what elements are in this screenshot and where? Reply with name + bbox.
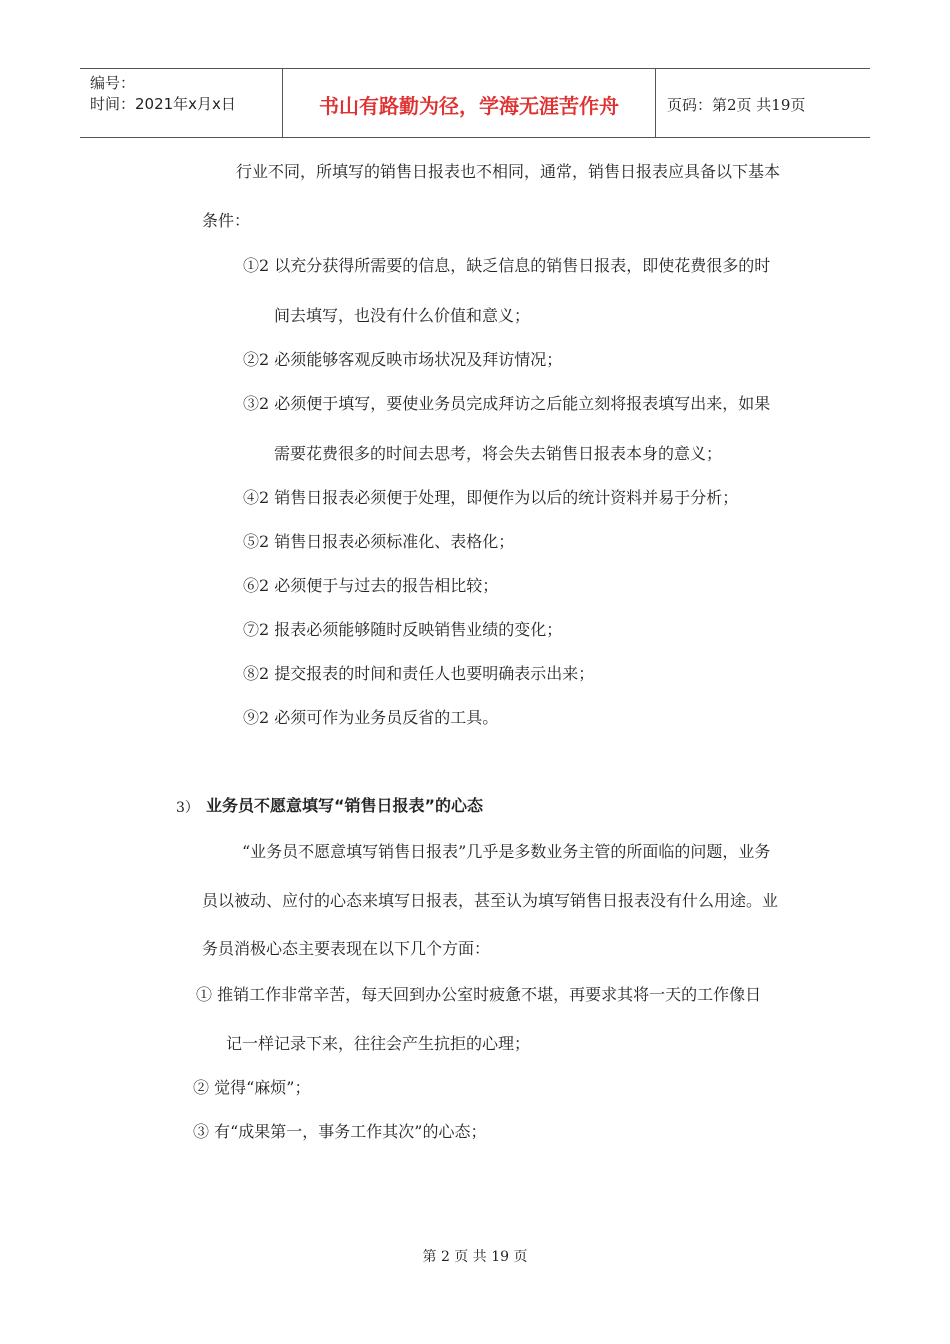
- intro-text-line-1: 行业不同，所填写的销售日报表也不相同，通常，销售日报表应具备以下基本: [236, 162, 781, 181]
- page-footer: 第 2 页 共 19 页: [422, 1249, 528, 1265]
- intro-text-line-2: 条件：: [202, 211, 251, 230]
- condition-item-1-line-2: 间去填写，也没有什么价值和意义；: [274, 306, 531, 325]
- condition-item-5: ⑤2 销售日报表必须标准化、表格化；: [243, 532, 515, 551]
- condition-item-3-line-2: 需要花费很多的时间去思考，将会失去销售日报表本身的意义；: [274, 444, 723, 463]
- paragraph-line-3: 务员消极心态主要表现在以下几个方面：: [202, 939, 491, 958]
- condition-item-8: ⑧2 提交报表的时间和责任人也要明确表示出来；: [243, 664, 595, 683]
- condition-item-9: ⑨2 必须可作为业务员反省的工具。: [243, 708, 499, 727]
- reason-item-1-line-1: ① 推销工作非常辛苦，每天回到办公室时疲惫不堪，再要求其将一天的工作像日: [196, 985, 762, 1004]
- header-left-cell: [80, 69, 282, 137]
- section-3-heading: 业务员不愿意填写“销售日报表”的心态: [206, 796, 484, 815]
- header-motto-cell: [282, 69, 656, 137]
- paragraph-line-2: 员以被动、应付的心态来填写日报表，甚至认为填写销售日报表没有什么用途。业: [202, 891, 779, 910]
- reason-item-3: ③ 有“成果第一，事务工作其次”的心态；: [193, 1122, 487, 1141]
- reason-item-1-line-2: 记一样记录下来，往往会产生抗拒的心理；: [226, 1034, 531, 1053]
- condition-item-4: ④2 销售日报表必须便于处理，即便作为以后的统计资料并易于分析；: [243, 488, 739, 507]
- paragraph-line-1: “业务员不愿意填写销售日报表”几乎是多数业务主管的所面临的问题，业务: [242, 842, 771, 861]
- document-time-label: 时间：2021年x月x日: [90, 95, 236, 113]
- condition-item-1-line-1: ①2 以充分获得所需要的信息，缺乏信息的销售日报表，即使花费很多的时: [243, 256, 771, 275]
- document-number-label: 编号：: [90, 74, 136, 92]
- condition-item-7: ⑦2 报表必须能够随时反映销售业绩的变化；: [243, 620, 563, 639]
- condition-item-3-line-1: ③2 必须便于填写，要使业务员完成拜访之后能立刻将报表填写出来，如果: [243, 394, 771, 413]
- header-page-code: 页码：第2页 共19页: [667, 96, 806, 114]
- header-page-cell: [655, 69, 870, 137]
- page-header: [80, 68, 870, 138]
- reason-item-2: ② 觉得“麻烦”；: [193, 1078, 311, 1097]
- condition-item-6: ⑥2 必须便于与过去的报告相比较；: [243, 576, 499, 595]
- header-motto: 书山有路勤为径，学海无涯苦作舟: [319, 94, 619, 118]
- section-3-number: 3）: [176, 800, 199, 816]
- condition-item-2: ②2 必须能够客观反映市场状况及拜访情况；: [243, 350, 563, 369]
